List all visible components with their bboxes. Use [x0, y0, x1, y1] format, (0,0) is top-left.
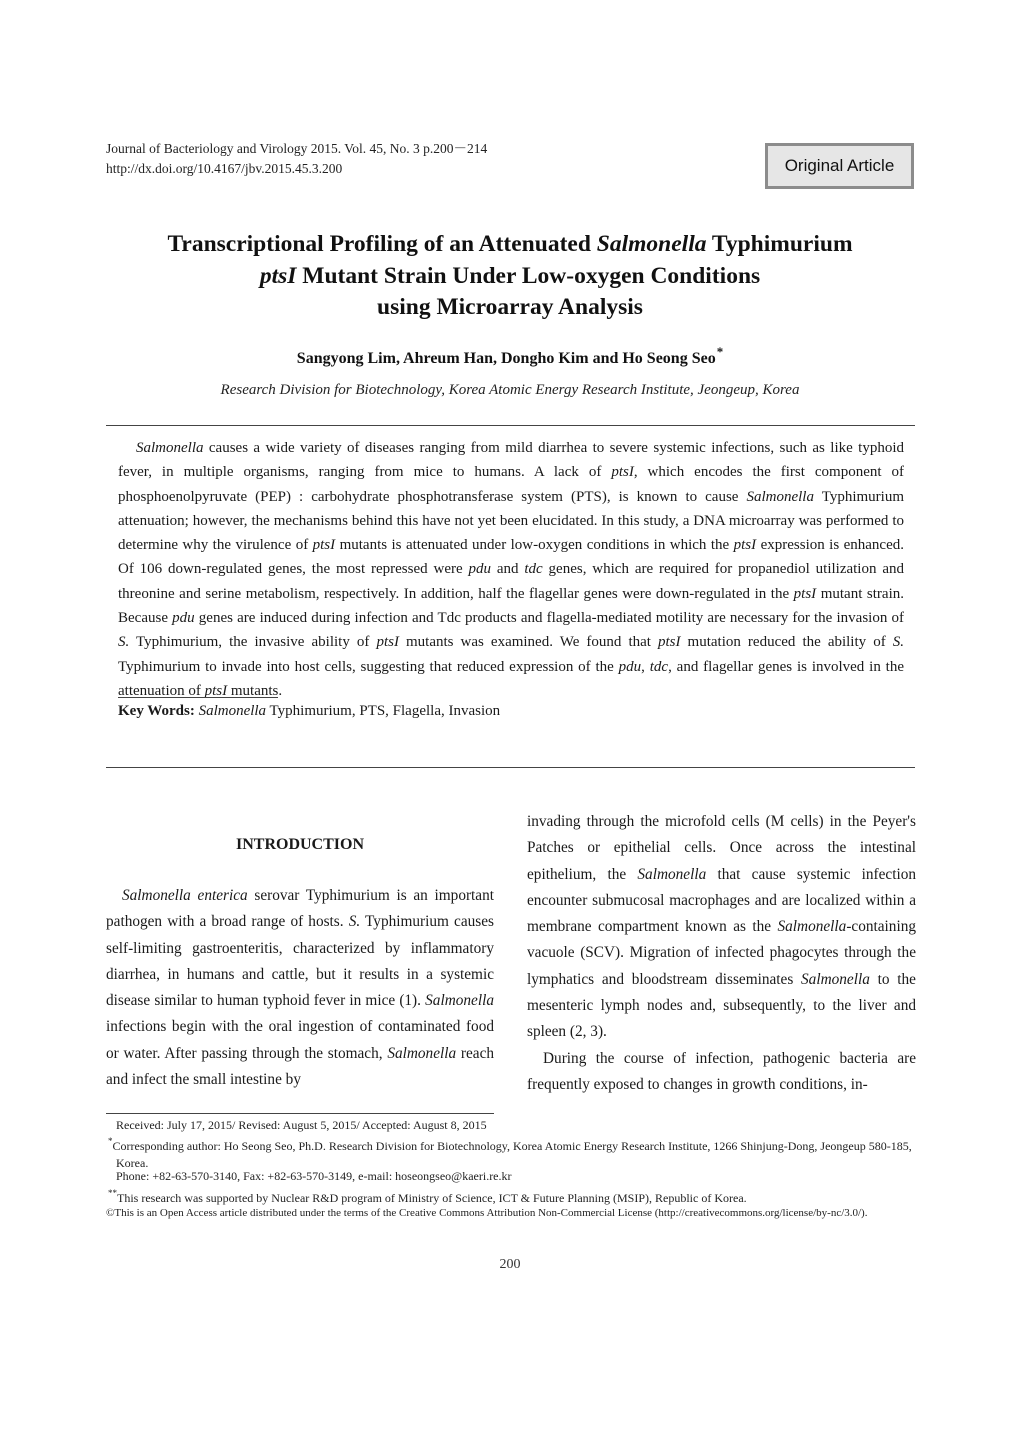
page-number: 200	[499, 1257, 521, 1272]
footnote-text: Corresponding author: Ho Seong Seo, Ph.D. Research Division for Biotechnology, Korea Atomic Energy Research Institute, 1266 Shinjung-Dong, Jeongeup 580-185, Korea.	[112, 1139, 912, 1170]
abstract-text: , which encodes the first component of phosphoenolpyruvate (PEP) : carbohydrate phosphotransferase system (PTS), is known to cause	[118, 464, 905, 505]
abstract-italic: ptsI	[793, 585, 817, 602]
body-italic: Salmonella	[425, 992, 494, 1010]
abstract-text: causes a wide variety of diseases ranging from mild diarrhea to severe systemic infections, such as like typhoid fever, in multiple organisms, ranging from mice to humans. A lack of	[118, 440, 904, 481]
abstract	[118, 436, 904, 703]
footnote-corresponding	[108, 1134, 916, 1171]
abstract-italic: pdu	[468, 561, 491, 578]
author-list	[60, 344, 960, 368]
title-line-1	[60, 229, 960, 261]
abstract-italic: tdc	[649, 658, 669, 675]
body-italic: Salmonella enterica	[122, 887, 248, 904]
abstract-text: mutants was examined. We found that	[398, 634, 658, 651]
keywords	[118, 699, 500, 723]
open-access-icon: ©	[106, 1207, 115, 1219]
abstract-italic: Salmonella	[746, 488, 814, 505]
abstract-italic: pdu	[172, 610, 195, 627]
abstract-text: ,	[641, 658, 650, 675]
abstract-italic: tdc	[524, 561, 543, 578]
body-text: reach and infect the small intestine by	[106, 1044, 495, 1089]
title-line-3: using Microarray Analysis	[377, 294, 643, 320]
affiliation: Research Division for Biotechnology, Korea Atomic Energy Research Institute, Jeongeup, Korea	[220, 382, 800, 398]
title-text: Typhimurium	[706, 231, 853, 257]
abstract-text: genes, which are required for propanediol utilization and threonine and serine metabolism, respectively. In addition, half the flagellar genes were down-regulated in the	[118, 561, 904, 602]
abstract-text: mutation reduced the ability of	[680, 634, 893, 651]
abstract-italic: S.	[892, 634, 904, 651]
title-text: Mutant Strain Under Low-oxygen Conditions	[296, 262, 761, 289]
body-italic: Salmonella	[801, 970, 870, 988]
body-italic: Salmonella	[777, 918, 847, 936]
footnote-received: Received: July 17, 2015/ Revised: August 5, 2015/ Accepted: August 8, 2015	[116, 1118, 487, 1132]
footnote-rule	[106, 1113, 494, 1114]
keywords-label: Key Words:	[118, 703, 195, 719]
body-text: serovar Typhimurium is an important pathogen with a broad range of hosts.	[106, 887, 494, 931]
title-text: Transcriptional Profiling of an Attenuated	[167, 231, 597, 257]
article-type-label: Original Article	[768, 146, 911, 186]
body-italic: Salmonella	[637, 865, 707, 883]
title-line-2	[60, 261, 960, 293]
abstract-italic: Salmonella	[136, 440, 204, 456]
doi-link[interactable]: http://dx.doi.org/10.4167/jbv.2015.45.3.200	[106, 161, 343, 176]
abstract-text: mutant strain. Because	[118, 585, 904, 627]
body-column-right	[527, 809, 916, 1098]
footnote-text: This is an Open Access article distributed under the terms of the Creative Commons Attribution Non-Commercial License (http://creativecommons.org/license/by-nc/3.0/).	[114, 1207, 868, 1219]
journal-citation: Journal of Bacteriology and Virology 2015. Vol. 45, No. 3 p.200－214	[106, 141, 488, 156]
title-genus: Salmonella	[596, 231, 707, 257]
paper-title	[60, 229, 960, 324]
abstract-text: mutants.	[227, 682, 283, 699]
abstract-italic: ptsI	[204, 682, 228, 699]
abstract-italic: ptsI	[611, 464, 634, 481]
footnote-mark: *	[108, 1136, 113, 1146]
intro-paragraph-2: During the course of infection, pathogenic bacteria are frequently exposed to changes in growth conditions, in-	[527, 1049, 916, 1093]
abstract-italic: S.	[118, 634, 130, 651]
abstract-text: mutants is attenuated under low-oxygen conditions in which the	[335, 537, 734, 554]
footnote-funding	[108, 1186, 916, 1207]
abstract-italic: pdu	[618, 658, 642, 675]
article-type-badge	[765, 143, 914, 189]
corresponding-mark: *	[716, 344, 724, 359]
footnote-license	[106, 1205, 906, 1222]
body-column-left	[106, 883, 494, 1093]
abstract-text: expression is enhanced. Of 106 down-regulated genes, the most repressed were	[118, 537, 904, 578]
abstract-italic: ptsI	[658, 634, 681, 651]
abstract-italic: ptsI	[312, 537, 336, 554]
body-text: invading through the microfold cells (M cells) in the Peyer's Patches or epithelial cells. Once across the intestinal epithelium, the	[527, 813, 916, 883]
title-gene: ptsI	[259, 262, 297, 289]
abstract-bottom-rule	[106, 767, 915, 768]
body-text: infections begin with the oral ingestion of contaminated food or water. After passing through the stomach,	[106, 1018, 494, 1062]
body-text: Typhimurium causes self-limiting gastroenteritis, characterized by inflammatory diarrhea, in humans and cattle, but it results in a systemic disease similar to human typhoid fever in mice (1).	[106, 913, 494, 1010]
abstract-text: Typhimurium attenuation; however, the mechanisms behind this have not yet been elucidated. In this study, a DNA microarray was performed to determine why the virulence of	[118, 488, 904, 554]
intro-paragraph-1-continued	[527, 809, 916, 1046]
footnote-mark: **	[108, 1188, 117, 1198]
journal-header	[106, 139, 487, 179]
footnote-text: This research was supported by Nuclear R&D program of Ministry of Science, ICT & Future Planning (MSIP), Republic of Korea.	[117, 1191, 747, 1205]
body-italic: Salmonella	[387, 1044, 457, 1062]
section-heading-introduction: INTRODUCTION	[235, 836, 364, 853]
abstract-top-rule	[106, 425, 915, 426]
abstract-text: Typhimurium to invade into host cells, suggesting that reduced expression of the	[118, 658, 619, 675]
author-names: Sangyong Lim, Ahreum Han, Dongho Kim and Ho Seong Seo	[296, 350, 716, 367]
body-italic: S.	[348, 913, 361, 931]
abstract-italic: ptsI	[733, 537, 757, 554]
abstract-italic: ptsI	[376, 634, 399, 651]
keyword-text: Typhimurium, PTS, Flagella, Invasion	[266, 703, 501, 719]
abstract-text: and	[490, 561, 525, 578]
abstract-text: genes are induced during infection and Tdc products and flagella-mediated motility are necessary for the invasion of	[194, 610, 904, 627]
body-text: to the mesenteric lymph nodes and, subsequently, to the liver and spleen (2, 3).	[527, 970, 916, 1041]
keyword-italic: Salmonella	[198, 703, 267, 719]
body-text: -containing vacuole (SCV). Migration of infected phagocytes through the lymphatics and bloodstream disseminates	[527, 918, 916, 988]
abstract-text: , and flagellar genes is involved in the attenuation of	[118, 658, 904, 699]
footnote-contact: Phone: +82-63-570-3140, Fax: +82-63-570-3149, e-mail: hoseongseo@kaeri.re.kr	[116, 1169, 512, 1183]
keywords-rule	[118, 697, 278, 698]
abstract-text: Typhimurium, the invasive ability of	[129, 634, 377, 651]
intro-paragraph-1	[106, 883, 494, 1093]
body-text: that cause systemic infection encounter submucosal macrophages and are localized within a membrane compartment known as the	[527, 865, 916, 936]
